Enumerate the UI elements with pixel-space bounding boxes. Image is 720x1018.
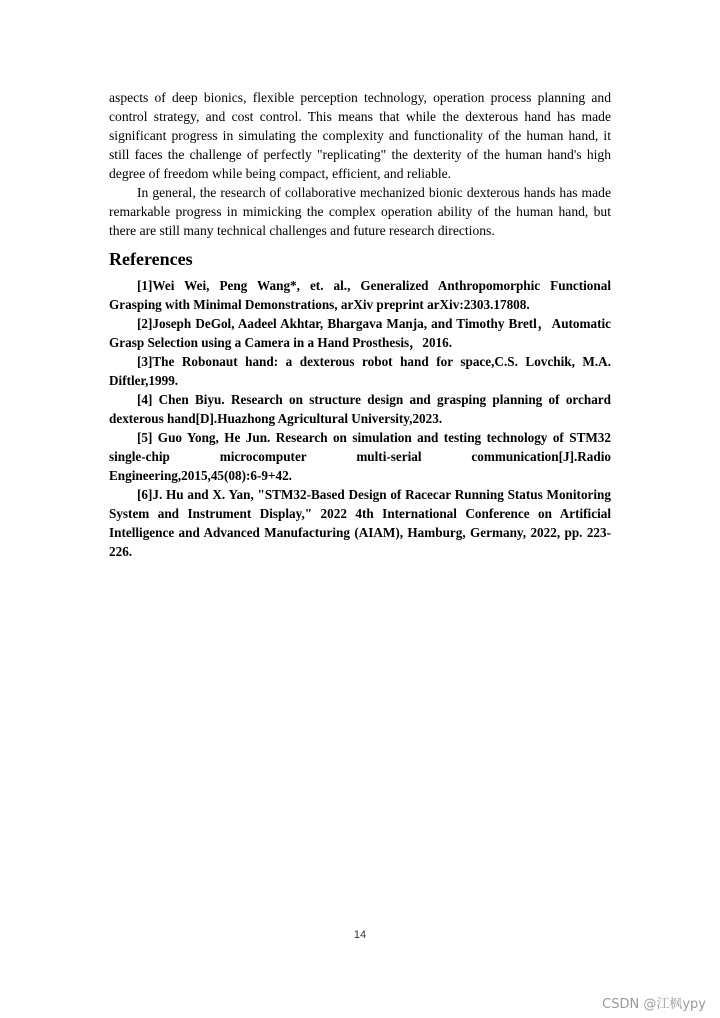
reference-item: [3]The Robonaut hand: a dexterous robot hand for space,C.S. Lovchik, M.A. Diftler,1999. <box>109 354 611 388</box>
reference-list <box>109 276 611 561</box>
reference-item: [2]Joseph DeGol, Aadeel Akhtar, Bhargava Manja, and Timothy Bretl，Automatic Grasp Selection using a Camera in a Hand Prosthesis，2016. <box>109 316 611 350</box>
reference-item: [1]Wei Wei, Peng Wang*, et. al., Generalized Anthropomorphic Functional Grasping with Minimal Demonstrations, arXiv preprint arXiv:2303.17808. <box>109 278 611 312</box>
reference-item: [4] Chen Biyu. Research on structure design and grasping planning of orchard dexterous hand[D].Huazhong Agricultural University,2023. <box>109 392 611 426</box>
body-paragraph: aspects of deep bionics, flexible perception technology, operation process planning and control strategy, and cost control. This means that while the dexterous hand has made significant progress in simulating the complexity and functionality of the human hand, it still faces the challenge of perfectly "replicating" the dexterity of the human hand's high degree of freedom while being compact, efficient, and reliable. <box>109 90 611 181</box>
references-heading: References <box>109 249 193 269</box>
csdn-watermark: CSDN @江枫ypy <box>602 997 706 1012</box>
reference-item: [5] Guo Yong, He Jun. Research on simulation and testing technology of STM32 single-chip microcomputer multi-serial communication[J].Radio Engineering,2015,45(08):6-9+42. <box>109 430 611 483</box>
page-content <box>109 88 611 561</box>
reference-item: [6]J. Hu and X. Yan, "STM32-Based Design of Racecar Running Status Monitoring System and Instrument Display," 2022 4th International Conference on Artificial Intelligence and Advanced Manufacturing (AIAM), Hamburg, Germany, 2022, pp. 223-226. <box>109 487 611 559</box>
page-number: 14 <box>353 929 367 941</box>
body-paragraph: In general, the research of collaborative mechanized bionic dexterous hands has made remarkable progress in mimicking the complex operation ability of the human hand, but there are still many technical challenges and future research directions. <box>109 185 611 238</box>
